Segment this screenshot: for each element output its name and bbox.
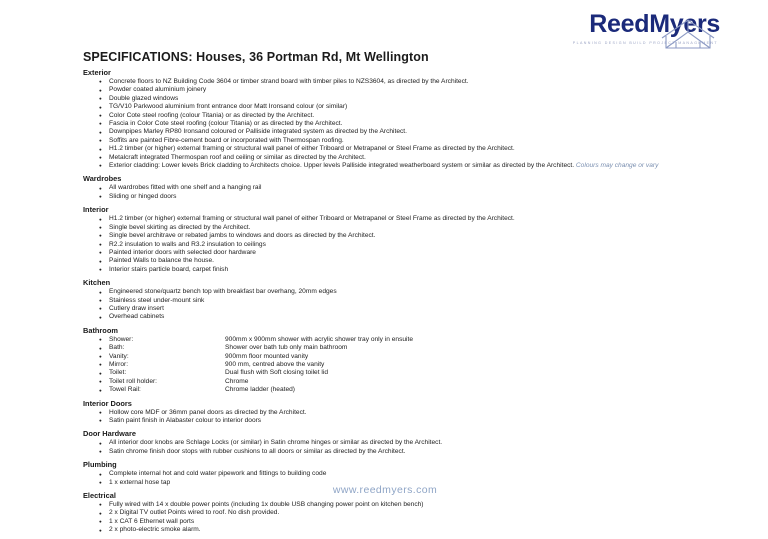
- section-list: [99, 501, 723, 535]
- list-item: ● Painted interior doors with selected door hardware: [99, 249, 723, 257]
- list-item: ● All wardrobes fitted with one shelf and a hanging rail: [99, 184, 723, 192]
- specifications-body: [83, 68, 723, 539]
- list-item: ● Painted Walls to balance the house.: [99, 257, 723, 265]
- table-row: [99, 369, 723, 377]
- list-item: ● All interior door knobs are Schlage Locks (or similar) in Satin chrome hinges or similar as directed by the Architect.: [99, 439, 723, 447]
- list-item: ● Double glazed windows: [99, 95, 723, 103]
- brand-tagline: PLANNING DESIGN BUILD PROJECT MANAGEMENT: [572, 41, 718, 45]
- list-item: ● Fascia in Color Cote steel roofing (colour Titania) or as directed by the Architect.: [99, 120, 723, 128]
- list-item: ● Cutlery draw insert: [99, 305, 723, 313]
- section-heading: Door Hardware: [83, 429, 136, 439]
- list-item: ● 1 x external hose tap: [99, 479, 723, 487]
- spec-value: Shower over bath tub only main bathroom: [225, 344, 348, 352]
- list-item: ● Soffits are painted Fibre-cement board or incorporated with Thermospan roofing.: [99, 137, 723, 145]
- list-item: ● TG/V10 Parkwood aluminium front entrance door Matt Ironsand colour (or similar): [99, 103, 723, 111]
- spec-label: ● Shower:: [109, 335, 134, 343]
- section-door-hardware: [83, 429, 723, 456]
- list-item: ● Satin chrome finish door stops with rubber cushions to all doors or similar as directed by the Architect.: [99, 448, 723, 456]
- footer-website-url[interactable]: www.reedmyers.com: [332, 484, 438, 496]
- list-item: ● Engineered stone/quartz bench top with breakfast bar overhang, 20mm edges: [99, 288, 723, 296]
- list-item-text: Exterior cladding: Lower levels Brick cladding to Architects choice. Upper levels Palliside integrated weatherboard system or similar as directed by the Architect.: [109, 162, 575, 170]
- list-item: ● 1 x CAT 6 Ethernet wall ports: [99, 518, 723, 526]
- house-outline-icon: [658, 12, 718, 50]
- section-electrical: [83, 491, 723, 535]
- spec-label: ● Bath:: [109, 344, 125, 352]
- brand-name-part2: Myers: [649, 10, 720, 38]
- section-heading: Interior Doors: [83, 398, 132, 408]
- spec-value: 900mm floor mounted vanity: [225, 352, 309, 360]
- table-row: [99, 336, 723, 344]
- section-list: [99, 288, 723, 322]
- list-item: ● Fully wired with 14 x double power points (including 1x double USB changing power point on kitchen bench): [99, 501, 723, 509]
- page-title: SPECIFICATIONS: Houses, 36 Portman Rd, Mt Wellington: [83, 50, 429, 64]
- list-item: ● 2 x photo-electric smoke alarm.: [99, 526, 723, 534]
- section-bathroom: [83, 326, 723, 395]
- section-plumbing: [83, 460, 723, 487]
- list-item: ● Satin paint finish in Alabaster colour to interior doors: [99, 417, 723, 425]
- spec-value: 900 mm, centred above the vanity: [225, 360, 325, 368]
- bathroom-spec-table: [99, 336, 723, 395]
- section-heading: Exterior: [83, 68, 111, 77]
- section-kitchen: [83, 278, 723, 322]
- section-list: [99, 184, 723, 201]
- section-list: [99, 215, 723, 274]
- spec-value: Chrome ladder (heated): [225, 386, 296, 394]
- spec-label: ● Towel Rail:: [109, 386, 141, 394]
- spec-value: Chrome: [225, 377, 249, 385]
- section-list: [99, 78, 723, 170]
- section-list: [99, 409, 723, 426]
- table-row: [99, 361, 723, 369]
- section-exterior: [83, 68, 723, 170]
- document-sheet: [40, 4, 730, 534]
- spec-label: ● Toilet:: [109, 369, 127, 377]
- section-wardrobes: [83, 174, 723, 201]
- spec-value: Dual flush with Soft closing toilet lid: [225, 369, 328, 377]
- list-item: ● Single bevel architrave or rebated jambs to windows and doors as directed by the Architect.: [99, 232, 723, 240]
- list-item: ● Overhead cabinets: [99, 313, 723, 321]
- section-note: Colours may change or vary: [575, 162, 659, 170]
- list-item: ● Interior stairs particle board, carpet finish: [99, 266, 723, 274]
- list-item: ● Metalcraft integrated Thermospan roof and ceiling or similar as directed by the Architect.: [99, 154, 723, 162]
- section-heading: Interior: [83, 205, 109, 215]
- table-row: [99, 378, 723, 386]
- table-row: [99, 353, 723, 361]
- section-interior-doors: [83, 399, 723, 426]
- brand-name-part1: Reed: [589, 10, 650, 38]
- list-item: [99, 162, 723, 170]
- list-item: ● Single bevel skirting as directed by the Architect.: [99, 224, 723, 232]
- table-row: [99, 386, 723, 394]
- spec-label: ● Vanity:: [109, 352, 129, 360]
- section-heading: Electrical: [83, 491, 116, 501]
- list-item: ● R2.2 insulation to walls and R3.2 insulation to ceilings: [99, 241, 723, 249]
- table-row: [99, 344, 723, 352]
- section-heading: Wardrobes: [83, 174, 122, 184]
- spec-label: ● Mirror:: [109, 360, 129, 368]
- list-item: ● Hollow core MDF or 36mm panel doors as directed by the Architect.: [99, 409, 723, 417]
- list-item: ● Concrete floors to NZ Building Code 3604 or timber strand board with timber piles to NZS3604, as directed by the Architect.: [99, 78, 723, 86]
- list-item: ● 2 x Digital TV outlet Points wired to roof. No dish provided.: [99, 509, 723, 517]
- list-item: ● Color Cote steel roofing (colour Titania) or as directed by the Architect.: [99, 112, 723, 120]
- brand-header: [470, 10, 720, 58]
- section-heading: Plumbing: [83, 460, 117, 470]
- section-heading: Bathroom: [83, 325, 118, 335]
- section-list: [99, 439, 723, 456]
- list-item: ● Stainless steel under-mount sink: [99, 297, 723, 305]
- list-item: ● Powder coated aluminium joinery: [99, 86, 723, 94]
- list-item: ● Complete internal hot and cold water pipework and fittings to building code: [99, 470, 723, 478]
- spec-value: 900mm x 900mm shower with acrylic shower tray only in ensuite: [225, 335, 413, 343]
- list-item: ● Sliding or hinged doors: [99, 193, 723, 201]
- section-interior: [83, 205, 723, 274]
- list-item: ● H1.2 timber (or higher) external framing or structural wall panel of either Triboard or Metrapanel or Steel Frame as directed by the Architect.: [99, 145, 723, 153]
- list-item: ● Downpipes Marley RP80 Ironsand coloured or Palliside integrated system as directed by the Architect.: [99, 128, 723, 136]
- section-heading: Kitchen: [83, 278, 111, 288]
- list-item: ● H1.2 timber (or higher) external framing or structural wall panel of either Triboard or Metrapanel or Steel Frame as directed by the Architect.: [99, 215, 723, 223]
- spec-label: ● Toilet roll holder:: [109, 377, 158, 385]
